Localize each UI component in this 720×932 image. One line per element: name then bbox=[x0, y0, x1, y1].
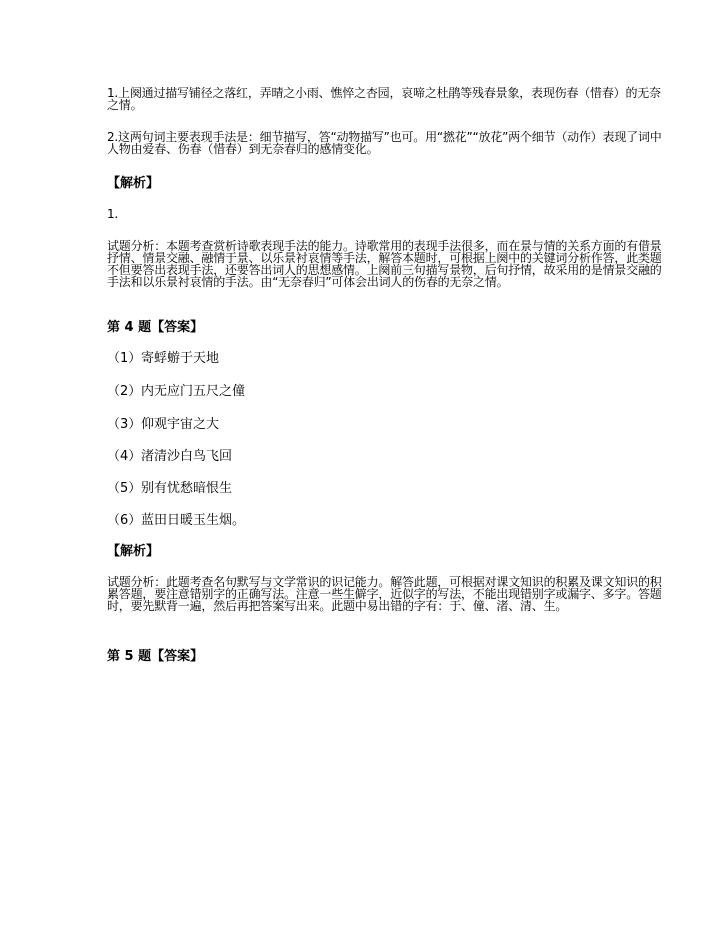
answer-item-number: （1） bbox=[107, 351, 142, 366]
answer-item-text: 渚清沙白鸟飞回 bbox=[141, 449, 233, 464]
answer-item bbox=[107, 352, 219, 366]
question-5-heading: 第 5 题【答案】 bbox=[107, 649, 204, 664]
analysis-heading: 【解析】 bbox=[107, 544, 160, 559]
answer-item bbox=[107, 482, 232, 496]
answer-item-text: 蓝田日暖玉生烟。 bbox=[141, 513, 246, 528]
answer-line-2: 2.这两句词主要表现手法是：细节描写，答“动物描写”也可。用“撚花”“放花”两个细节（动作）表现了词中人物由爱春、伤春（惜春）到无奈春归的感情变化。 bbox=[107, 130, 662, 156]
answer-line-1: 1.上阕通过描写铺径之落红，弄晴之小雨、憔悴之杏园，哀啼之杜鹃等残春景象，表现伤春（惜春）的无奈之情。 bbox=[107, 86, 661, 112]
answer-item bbox=[107, 514, 245, 528]
analysis-number: 1. bbox=[107, 207, 119, 221]
answer-item-text: 内无应门五尺之僮 bbox=[141, 384, 246, 399]
answer-item bbox=[107, 450, 232, 464]
answer-item-number: （6） bbox=[107, 513, 142, 528]
analysis-text: 试题分析：本题考查赏析诗歌表现手法的能力。诗歌常用的表现手法很多，而在景与情的关系方面的有借景抒情、情景交融、融情于景、以乐景衬哀情等手法，解答本题时，可根据上阕中的关键词分析作答，此类题不但要答出表现手法，还要答出词人的思想感情。上阕前三句描写景物，后句抒情，故采用的是情景交融的手法和以乐景衬哀情的手法。由“无奈春归”可体会出词人的伤春的无奈之情。 bbox=[107, 239, 662, 289]
analysis-heading: 【解析】 bbox=[107, 176, 160, 191]
answer-item-number: （3） bbox=[107, 417, 142, 432]
answer-item-text: 寄蜉蝣于天地 bbox=[141, 351, 220, 366]
answer-item bbox=[107, 418, 219, 432]
answer-item-number: （4） bbox=[107, 449, 142, 464]
answer-item-text: 别有忧愁暗恨生 bbox=[141, 481, 233, 496]
answer-item bbox=[107, 385, 245, 399]
answer-item-text: 仰观宇宙之大 bbox=[141, 417, 220, 432]
answer-item-number: （5） bbox=[107, 481, 142, 496]
question-4-heading: 第 4 题【答案】 bbox=[107, 320, 204, 335]
answer-item-number: （2） bbox=[107, 384, 142, 399]
analysis-text: 试题分析：此题考查名句默写与文学常识的识记能力。解答此题，可根据对课文知识的积累及课文知识的积累答题，要注意错别字的正确写法。注意一些生僻字，近似字的写法，不能出现错别字或漏字、多字。答题时，要先默背一遍，然后再把答案写出来。此题中易出错的字有：于、僮、渚、清、生。 bbox=[107, 575, 662, 613]
